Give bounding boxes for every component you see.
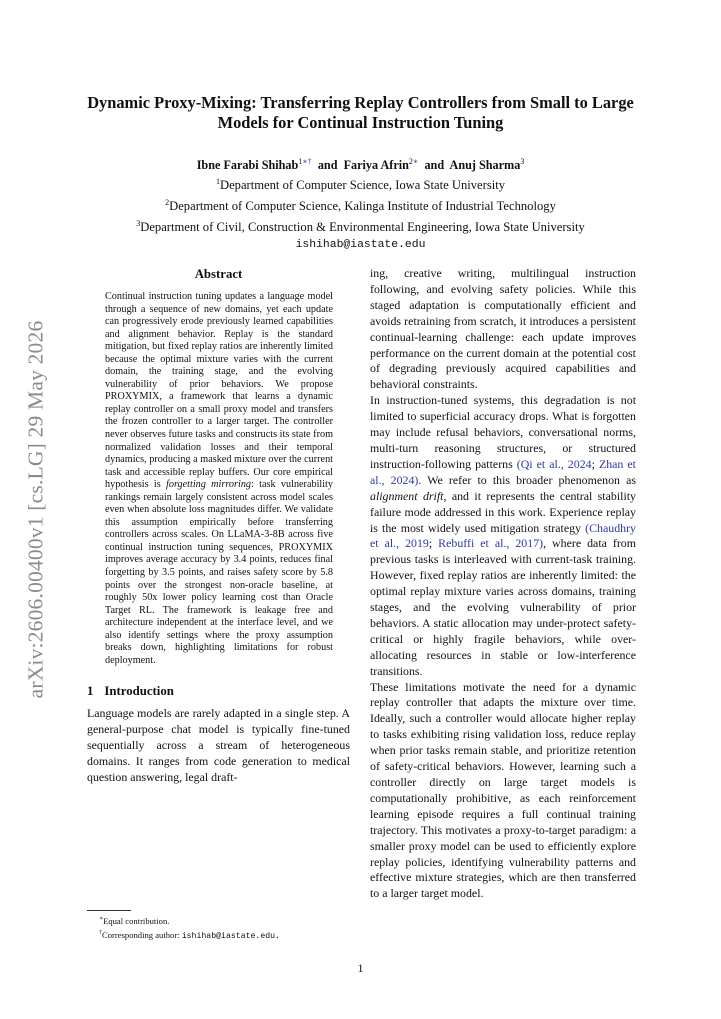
paper-header bbox=[80, 93, 641, 253]
abstract-heading: Abstract bbox=[194, 267, 243, 281]
citation-link[interactable]: (Qi et al., 2024 bbox=[516, 456, 592, 471]
author-name: Ibne Farabi Shihab bbox=[196, 158, 299, 173]
arxiv-identifier-stamp bbox=[12, 294, 60, 724]
section-title-text: Introduction bbox=[104, 684, 174, 699]
author-affiliation-mark: 1 bbox=[298, 157, 303, 166]
abstract-text bbox=[105, 291, 333, 667]
left-column bbox=[87, 266, 350, 786]
footnote-text: Corresponding author: bbox=[102, 930, 182, 941]
author-note-symbols: ∗† bbox=[302, 157, 312, 166]
footnotes bbox=[99, 913, 280, 944]
body-text: In instruction-tuned systems, this degradation is not limited to superficial accuracy drops. What is forgotten may include refusal behaviors, conversational norms, multi-turn reasoning structures, or structured instruction-following patterns bbox=[370, 393, 636, 471]
footnote-symbol: † bbox=[99, 930, 102, 937]
footnote bbox=[99, 927, 280, 943]
affiliation-text: Department of Civil, Construction & Environmental Engineering, Iowa State University bbox=[140, 220, 585, 235]
abstract-emphasis: forgetting mirroring bbox=[166, 479, 252, 491]
affiliation-line bbox=[80, 173, 641, 194]
author-note-symbols: ∗ bbox=[412, 157, 419, 166]
arxiv-stamp-text: arXiv:2606.00400v1 [cs.LG] 29 May 2026 bbox=[23, 320, 48, 698]
citation-link[interactable]: (Chaudhry et al., 2019 bbox=[370, 520, 636, 551]
citation-separator: ; bbox=[591, 456, 599, 471]
footnote-symbol: ∗ bbox=[99, 916, 104, 922]
section-heading bbox=[87, 683, 350, 699]
body-emphasis: alignment drift bbox=[370, 488, 444, 503]
intro-paragraph: Language models are rarely adapted in a single step. A general-purpose chat model is typically fine-tuned sequentially across a stream of heterogeneous domains. It ranges from code generation to medical question answering, legal draft- bbox=[87, 706, 350, 785]
author-separator: and bbox=[424, 158, 445, 173]
body-paragraph: These limitations motivate the need for a dynamic replay controller that adapts the mixture over time. Ideally, such a controller would allocate higher replay to tasks exhibiting rising validation loss, reduce replay when prior tasks remain stable, and prioritize retention of safety-critical behaviors. However, learning such a controller directly on large target models is computationally prohibitive, as each reinforcement learning episode requires a full continual training trajectory. This motivates a proxy-to-target paradigm: a smaller proxy model can be used to efficiently explore replay policies, identifying vulnerability patterns and effective mixture strategies, which are then transferred to a larger target model. bbox=[370, 679, 636, 901]
footnote bbox=[99, 913, 280, 927]
right-column bbox=[370, 266, 636, 902]
paper-title: Dynamic Proxy-Mixing: Transferring Replay Controllers from Small to Large Models for Continual Instruction Tuning bbox=[87, 93, 634, 132]
author-name: Fariya Afrin bbox=[343, 158, 409, 173]
affiliation-line bbox=[80, 215, 641, 236]
body-paragraph bbox=[370, 393, 636, 679]
affiliation-text: Department of Computer Science, Iowa State University bbox=[219, 178, 506, 193]
affiliation-mark: 3 bbox=[136, 219, 141, 229]
citation-link[interactable]: Rebuffi et al., 2017) bbox=[438, 536, 544, 551]
abstract-part: : task vulnerability rankings remain largely consistent across model scales even when absolute loss magnitudes differ. We validate this assumption empirically before transferring controllers across scales. On LLaMA-3-8B across five continual instruction tuning sequences, PROXYMIX improves average accuracy by 3.4 points, reduces final forgetting by 3.5 points, and raises safety score by 5.8 points over the strongest non-oracle baseline, at roughly 50x lower policy learning cost than Oracle Target RL. The framework is leakage free and architecture independent at the interface level, and we also identify settings where the proxy assumption breaks down, highlighting limitations for robust deployment. bbox=[105, 479, 333, 666]
citation-link[interactable]: Zhan et al., 2024) bbox=[370, 456, 636, 487]
contact-email: ishihab@iastate.edu bbox=[295, 238, 426, 251]
author-separator: and bbox=[317, 158, 338, 173]
affiliation-mark: 1 bbox=[215, 177, 220, 187]
body-text: . We refer to this broader phenomenon as bbox=[418, 472, 636, 487]
footnote-divider bbox=[87, 910, 131, 911]
affiliation-text: Department of Computer Science, Kalinga Institute of Industrial Technology bbox=[169, 199, 556, 214]
citation-separator: ; bbox=[428, 536, 439, 551]
author-affiliation-mark: 3 bbox=[520, 157, 525, 166]
section-number: 1 bbox=[87, 684, 94, 699]
footnote-text: Equal contribution. bbox=[103, 915, 170, 926]
author-affiliation-mark: 2 bbox=[408, 157, 413, 166]
body-text: , where data from previous tasks is interleaved with current-task training. However, fixed replay ratios are inherently limited: the optimal replay mixture varies across domains, training stages, and the evolving vulnerability of prior behaviors. A static allocation may under-protect safety-critical or highly fragile behaviors, while over-allocating resources in stable or low-interference transitions. bbox=[370, 536, 636, 678]
body-text: , and it represents the central stability failure mode addressed in this work. Experience replay is the most widely used mitigation strategy bbox=[370, 488, 636, 535]
body-paragraph: ing, creative writing, multilingual instruction following, and evolving safety policies. While this staged adaptation is computationally efficient and avoids retraining from scratch, it introduces a persistent continual-learning challenge: each update improves performance on the current domain at the potential cost of degrading previously acquired capabilities and behavioral constraints. bbox=[370, 266, 636, 392]
affiliation-mark: 2 bbox=[165, 198, 170, 208]
affiliation-line bbox=[80, 194, 641, 215]
page-number: 1 bbox=[357, 961, 364, 975]
footnote-email: ishihab@iastate.edu. bbox=[181, 932, 281, 942]
author-name: Anuj Sharma bbox=[449, 158, 521, 173]
author-line bbox=[80, 154, 641, 173]
abstract-part: Continual instruction tuning updates a language model through a sequence of new domains, yet each update can progressively erode previously learned capabilities and alignment behavior. Replay is the standard mitigation, but fixed replay ratios are inherently limited because the optimal mixture varies with the current domain, the training stage, and the evolving vulnerability of prior behaviors. We propose PROXYMIX, a framework that learns a dynamic replay controller on a small proxy model and transfers the frozen controller to a larger target. The controller never observes future tasks and constructs its state from normalized validation losses and their temporal dynamics, producing a masked mixture over the current task and accessible replay buffers. Our core empirical hypothesis is bbox=[105, 291, 333, 491]
